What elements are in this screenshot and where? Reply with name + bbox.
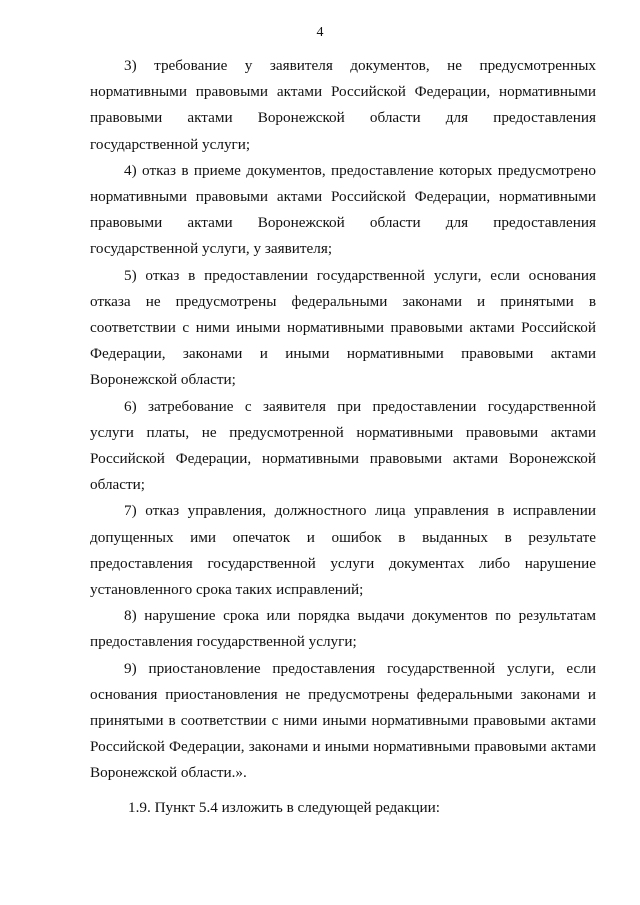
list-item-5: 5) отказ в предоставлении государственной услуги, если основания отказа не предусмотрены федеральными законами и принятыми в соответствии с ними иными нормативными правовыми актами Российской Федерации, законами и иными нормативными правовыми актами Воронежской области; <box>90 266 596 389</box>
page-number: 4 <box>316 25 324 40</box>
list-item-4: 4) отказ в приеме документов, предоставление которых предусмотрено нормативными правовыми актами Российской Федерации, нормативными правовыми актами Воронежской области для предоставления государственной услуги, у заявителя; <box>90 161 596 258</box>
list-item-9: 9) приостановление предоставления государственной услуги, если основания приостановления не предусмотрены федеральными законами и принятыми в соответствии с ними иными нормативными правовыми актами Российской Федерации, законами и иными нормативными правовыми актами Воронежской области.». <box>90 659 596 782</box>
list-item-7: 7) отказ управления, должностного лица управления в исправлении допущенных ими опечаток и ошибок в выданных в результате предоставления государственной услуги документах либо нарушение установленного срока таких исправлений; <box>90 502 596 599</box>
document-body <box>90 53 596 821</box>
list-item-8: 8) нарушение срока или порядка выдачи документов по результатам предоставления государственной услуги; <box>90 607 596 651</box>
section-1-9-heading: 1.9. Пункт 5.4 изложить в следующей редакции: <box>128 798 441 816</box>
list-item-6: 6) затребование с заявителя при предоставлении государственной услуги платы, не предусмотренной нормативными правовыми актами Российской Федерации, нормативными правовыми актами Воронежской области; <box>90 397 596 494</box>
list-item-3: 3) требование у заявителя документов, не предусмотренных нормативными правовыми актами Российской Федерации, нормативными правовыми актами Воронежской области для предоставления государственной услуги; <box>90 57 596 153</box>
